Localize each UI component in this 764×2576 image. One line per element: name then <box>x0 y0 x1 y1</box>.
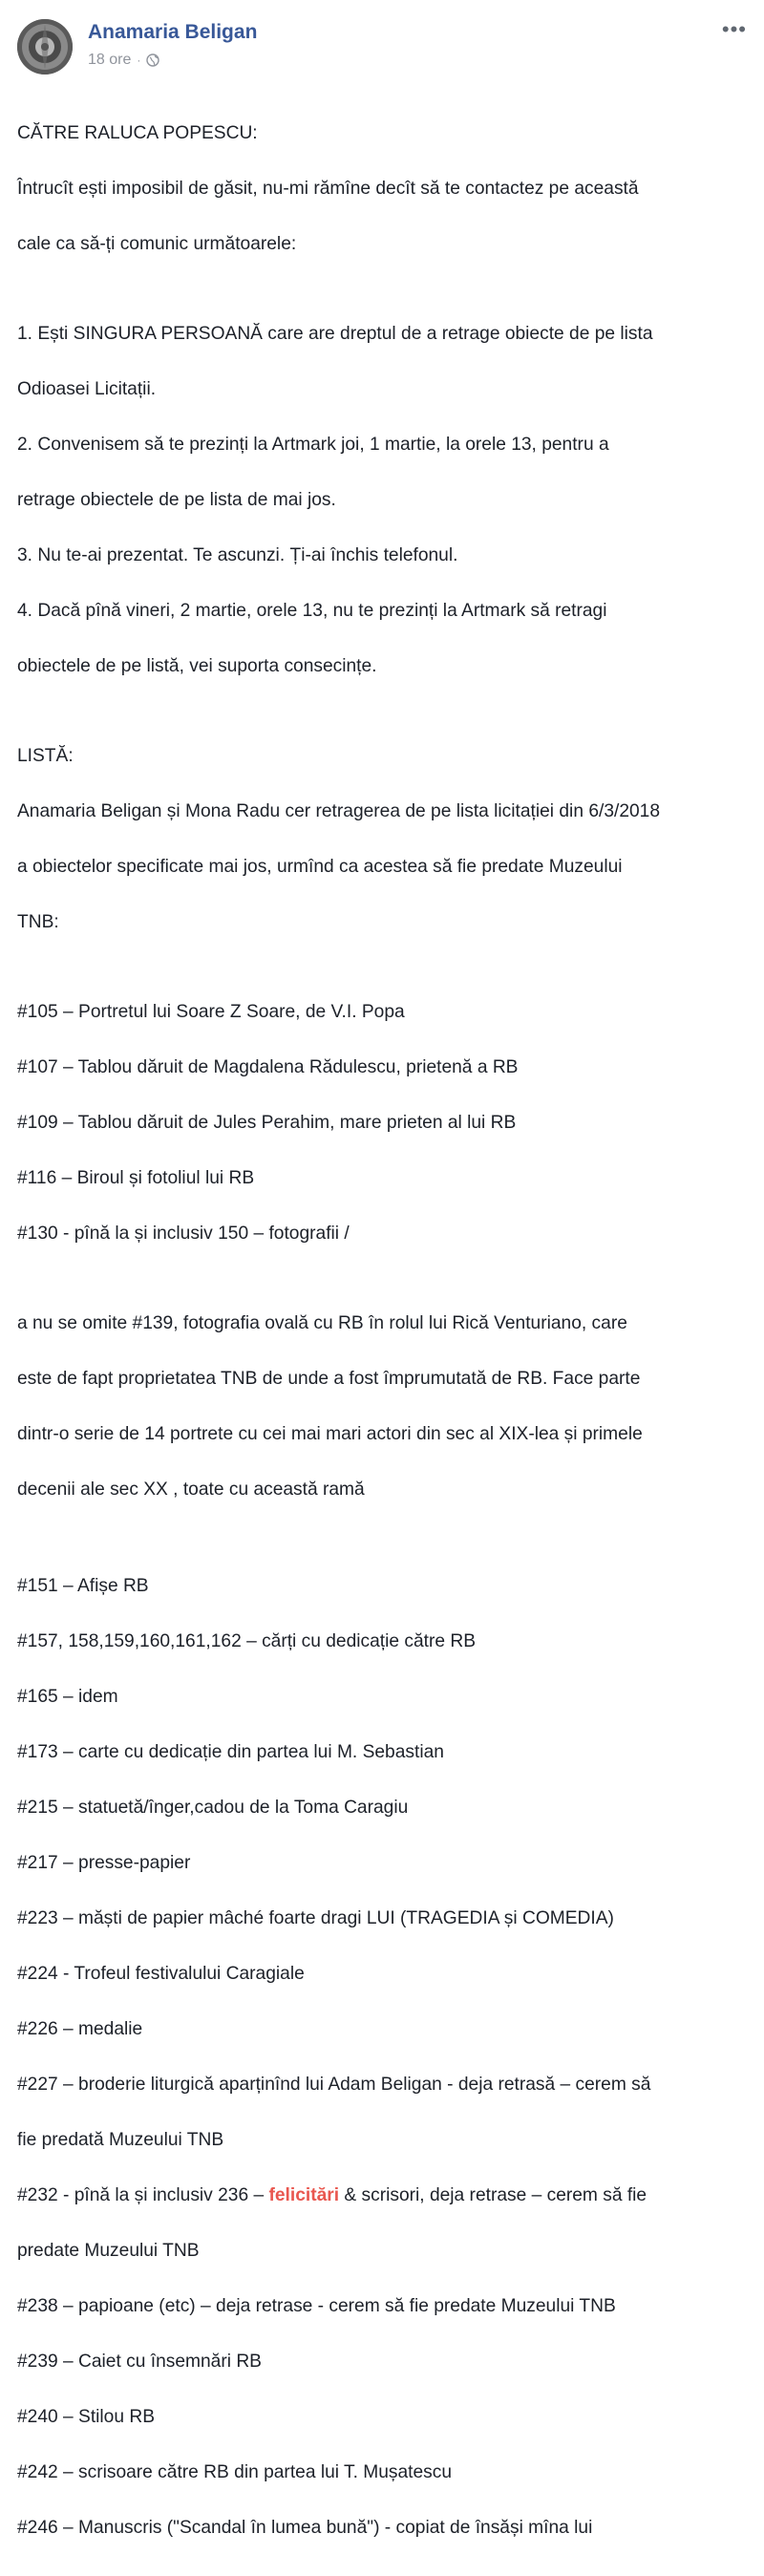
text-line: 3. Nu te-ai prezentat. Te ascunzi. Ți-ai închis telefonul. <box>17 545 458 565</box>
list-item: #224 - Trofeul festivalului Caragiale <box>17 1964 305 1984</box>
list-item: #240 – Stilou RB <box>17 2407 155 2427</box>
text-line: 1. Ești SINGURA PERSOANĂ care are dreptul de a retrage obiecte de pe lista <box>17 324 653 344</box>
text-line: Întrucît ești imposibil de găsit, nu-mi rămîne decît să te contactez pe această <box>17 179 639 199</box>
list-item: #223 – măști de papier mâché foarte dragi LUI (TRAGEDIA și COMEDIA) <box>17 1908 614 1928</box>
text-line: Odioasei Licitații. <box>17 379 157 399</box>
author-avatar[interactable] <box>17 19 73 75</box>
author-name-link[interactable]: Anamaria Beligan <box>88 21 258 43</box>
meta-separator: · <box>137 53 141 67</box>
list-item: #246 – Manuscris ("Scandal în lumea bună") - copiat de însăși mîna lui <box>17 2518 593 2538</box>
text-line: este de fapt proprietatea TNB de unde a fost împrumutată de RB. Face parte <box>17 1369 641 1389</box>
paragraph-items-b <box>17 1544 757 2569</box>
list-item: #151 – Afișe RB <box>17 1576 149 1596</box>
text-line: cale ca să-ți comunic următoarele: <box>17 234 297 254</box>
text-line: a nu se omite #139, fotografia ovală cu RB în rolul lui Rică Venturiano, care <box>17 1313 627 1333</box>
list-item: #105 – Portretul lui Soare Z Soare, de V.I. Popa <box>17 1002 405 1022</box>
post-meta <box>88 52 159 69</box>
text-line: dintr-o serie de 14 portrete cu cei mai mari actori din sec al XIX-lea și primele <box>17 1424 643 1444</box>
list-item: fie predată Muzeului TNB <box>17 2130 224 2150</box>
text-line: CĂTRE RALUCA POPESCU: <box>17 123 258 143</box>
text-line: retrage obiectele de pe lista de mai jos. <box>17 490 336 510</box>
hashtag-link[interactable]: felicitări <box>268 2185 340 2205</box>
list-item: #157, 158,159,160,161,162 – cărți cu dedicație către RB <box>17 1631 477 1651</box>
post-body <box>17 92 757 2576</box>
text-line: 4. Dacă pînă vineri, 2 martie, orele 13, nu te prezinți la Artmark să retragi <box>17 601 607 621</box>
text-line: LISTĂ: <box>17 746 74 766</box>
list-item: #238 – papioane (etc) – deja retrase - cerem să fie predate Muzeului TNB <box>17 2296 616 2316</box>
list-item: #109 – Tablou dăruit de Jules Perahim, mare prieten al lui RB <box>17 1113 517 1133</box>
paragraph-note <box>17 1282 757 1531</box>
list-item: #242 – scrisoare către RB din partea lui T. Mușatescu <box>17 2462 453 2482</box>
paragraph-points <box>17 292 757 708</box>
line-text: #232 - pînă la și inclusiv 236 – <box>17 2185 269 2205</box>
text-line: Anamaria Beligan și Mona Radu cer retragerea de pe lista licitației din 6/3/2018 <box>17 801 661 821</box>
list-item: #239 – Caiet cu însemnări RB <box>17 2352 262 2372</box>
list-item: #226 – medalie <box>17 2019 143 2039</box>
more-options-icon[interactable]: ••• <box>721 17 747 41</box>
paragraph-list-intro <box>17 714 757 964</box>
text-line: TNB: <box>17 912 59 932</box>
text-line: 2. Convenisem să te prezinți la Artmark joi, 1 martie, la orele 13, pentru a <box>17 435 609 455</box>
post-timestamp[interactable]: 18 ore <box>88 52 132 68</box>
avatar-image <box>17 19 73 75</box>
list-item: #130 - pînă la și inclusiv 150 – fotografii / <box>17 1224 350 1244</box>
list-item: #116 – Biroul și fotoliul lui RB <box>17 1168 255 1188</box>
list-item: #227 – broderie liturgică aparținînd lui Adam Beligan - deja retrasă – cerem să <box>17 2075 651 2095</box>
text-line: obiectele de pe listă, vei suporta consecințe. <box>17 656 377 676</box>
line-text: & scrisori, deja retrase – cerem să fie <box>339 2185 647 2205</box>
list-item: predate Muzeului TNB <box>17 2241 200 2261</box>
list-item-232 <box>17 2182 757 2209</box>
paragraph-items-a <box>17 970 757 1275</box>
text-line: a obiectelor specificate mai jos, urmînd ca acestea să fie predate Muzeului <box>17 857 623 877</box>
list-item: #173 – carte cu dedicație din partea lui M. Sebastian <box>17 1742 444 1762</box>
list-item: #217 – presse-papier <box>17 1853 191 1873</box>
list-item: #215 – statuetă/înger,cadou de la Toma Caragiu <box>17 1798 409 1818</box>
list-item: #165 – idem <box>17 1687 118 1707</box>
post-header <box>17 15 762 73</box>
text-line: decenii ale sec XX , toate cu această ramă <box>17 1480 365 1500</box>
list-item: #107 – Tablou dăruit de Magdalena Rădulescu, prietenă a RB <box>17 1057 519 1077</box>
paragraph-address <box>17 92 757 286</box>
globe-icon[interactable] <box>146 53 159 67</box>
